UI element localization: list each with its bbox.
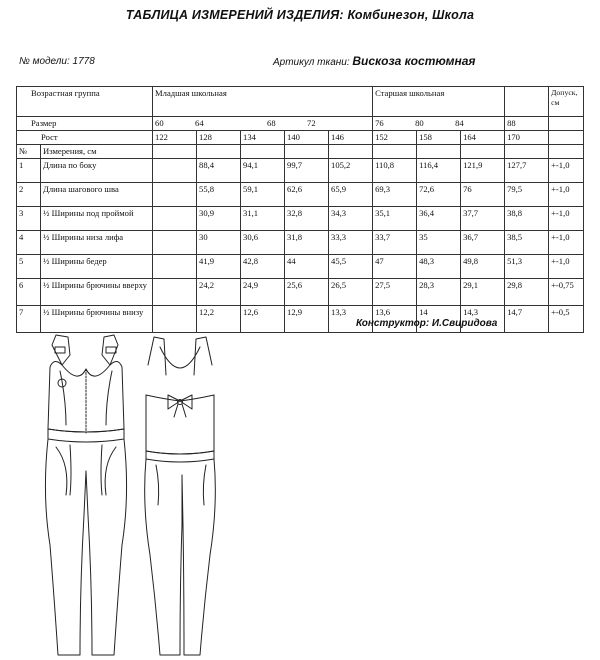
front-left-crease <box>70 445 71 495</box>
tolerance-cell: +-0,5 <box>549 306 584 333</box>
back-right-dart <box>203 465 206 505</box>
value-cell: 38,8 <box>505 207 549 231</box>
height-row <box>17 131 584 145</box>
value-cell: 99,7 <box>285 159 329 183</box>
designer-credit: Конструктор: И.Свиридова <box>356 318 498 329</box>
value-cell: 13,6 <box>373 306 417 333</box>
value-cell: 37,7 <box>461 207 505 231</box>
value-cell: 41,9 <box>197 255 241 279</box>
value-cell: 45,5 <box>329 255 373 279</box>
back-left-dart <box>156 465 159 505</box>
value-cell: 29,1 <box>461 279 505 306</box>
senior-school-group: Старшая школьная <box>373 87 505 117</box>
value-cell: 26,5 <box>329 279 373 306</box>
value-cell: 30,6 <box>241 231 285 255</box>
jumpsuit-back-icon <box>145 337 216 655</box>
value-cell: 30 <box>197 231 241 255</box>
back-v-neckline <box>160 347 200 368</box>
table-row <box>17 231 584 255</box>
fabric-article <box>273 54 475 68</box>
junior-school-group: Младшая школьная <box>153 87 373 117</box>
fabric-label: Артикул ткани: <box>273 57 350 68</box>
front-seam-right <box>106 371 112 425</box>
size-cell: 88 <box>505 117 549 131</box>
tolerance-cell: +-0,75 <box>549 279 584 306</box>
row-number: 5 <box>17 255 41 279</box>
row-number: 6 <box>17 279 41 306</box>
size-cell: 72 <box>307 118 316 128</box>
row-number: 3 <box>17 207 41 231</box>
row-measure: ½ Ширины брючины внизу <box>41 306 153 333</box>
row-measure: Длина по боку <box>41 159 153 183</box>
size-cell: 60 <box>155 118 164 128</box>
back-bodice <box>146 395 214 454</box>
row-number: 7 <box>17 306 41 333</box>
row-number: 4 <box>17 231 41 255</box>
size-cell: 68 <box>267 118 276 128</box>
row-measure: ½ Ширины под проймой <box>41 207 153 231</box>
value-cell: 12,9 <box>285 306 329 333</box>
bow-tails-icon <box>174 404 186 417</box>
value-cell: 55,8 <box>197 183 241 207</box>
height-label: Рост <box>17 131 153 145</box>
value-cell: 33,7 <box>373 231 417 255</box>
value-cell: 72,6 <box>417 183 461 207</box>
back-left-leg <box>145 459 182 655</box>
value-cell: 31,8 <box>285 231 329 255</box>
tolerance-cell: +-1,0 <box>549 255 584 279</box>
row-measure: Длина шагового шва <box>41 183 153 207</box>
value-cell: 24,2 <box>197 279 241 306</box>
value-cell: 51,3 <box>505 255 549 279</box>
height-cell: 152 <box>373 131 417 145</box>
tolerance-cell: +-1,0 <box>549 207 584 231</box>
value-cell: 44 <box>285 255 329 279</box>
value-cell: 31,1 <box>241 207 285 231</box>
value-cell: 33,3 <box>329 231 373 255</box>
right-buckle <box>106 347 116 353</box>
blank-cell <box>549 117 584 131</box>
value-cell: 76 <box>461 183 505 207</box>
value-cell: 24,9 <box>241 279 285 306</box>
value-cell: 59,1 <box>241 183 285 207</box>
bow-right-icon <box>180 395 192 409</box>
number-header: № <box>17 145 41 159</box>
tolerance-cell: +-1,0 <box>549 159 584 183</box>
fabric-value: Вискоза костюмная <box>352 54 476 68</box>
value-cell: 30,9 <box>197 207 241 231</box>
value-cell: 36,4 <box>417 207 461 231</box>
value-cell: 88,4 <box>197 159 241 183</box>
value-cell: 36,7 <box>461 231 505 255</box>
height-cell: 146 <box>329 131 373 145</box>
document-title: ТАБЛИЦА ИЗМЕРЕНИЙ ИЗДЕЛИЯ: Комбинезон, Школа <box>125 8 475 22</box>
value-cell: 48,3 <box>417 255 461 279</box>
size-cell: 76 <box>375 118 384 128</box>
value-cell: 94,1 <box>241 159 285 183</box>
value-cell: 47 <box>373 255 417 279</box>
size-cell: 84 <box>455 118 464 128</box>
size-cell: 64 <box>195 118 204 128</box>
size-label: Размер <box>17 117 153 131</box>
value-cell: 35 <box>417 231 461 255</box>
front-left-pocket <box>56 447 67 495</box>
blank-cell <box>505 87 549 117</box>
height-cell: 170 <box>505 131 549 145</box>
row-number: 2 <box>17 183 41 207</box>
value-cell: 27,5 <box>373 279 417 306</box>
value-cell: 79,5 <box>505 183 549 207</box>
value-cell: 14 <box>417 306 461 333</box>
left-buckle <box>55 347 65 353</box>
jumpsuit-technical-sketch <box>0 325 600 660</box>
height-cell: 122 <box>153 131 197 145</box>
senior-sizes <box>373 117 505 131</box>
value-cell: 62,6 <box>285 183 329 207</box>
front-right-crease <box>101 445 102 495</box>
table-row <box>17 159 584 183</box>
junior-sizes <box>153 117 373 131</box>
value-cell: 127,7 <box>505 159 549 183</box>
height-cell: 134 <box>241 131 285 145</box>
row-measure: ½ Ширины брючины вверху <box>41 279 153 306</box>
column-header-row <box>17 145 584 159</box>
value-cell: 69,3 <box>373 183 417 207</box>
age-group-row <box>17 87 584 117</box>
value-cell: 14,7 <box>505 306 549 333</box>
value-cell: 121,9 <box>461 159 505 183</box>
value-cell: 105,2 <box>329 159 373 183</box>
value-cell: 12,6 <box>241 306 285 333</box>
value-cell: 49,8 <box>461 255 505 279</box>
value-cell: 34,3 <box>329 207 373 231</box>
value-cell: 13,3 <box>329 306 373 333</box>
row-measure: ½ Ширины низа лифа <box>41 231 153 255</box>
back-right-strap <box>194 337 212 375</box>
measure-header: Измерения, см <box>41 145 153 159</box>
value-cell: 65,9 <box>329 183 373 207</box>
table-row <box>17 207 584 231</box>
back-waistband <box>146 451 214 462</box>
size-cell: 80 <box>415 118 424 128</box>
row-number: 1 <box>17 159 41 183</box>
value-cell: 42,8 <box>241 255 285 279</box>
back-left-strap <box>148 337 166 375</box>
blank-cell <box>549 131 584 145</box>
value-cell: 28,3 <box>417 279 461 306</box>
value-cell: 38,5 <box>505 231 549 255</box>
front-right-pocket <box>105 447 116 495</box>
value-cell: 110,8 <box>373 159 417 183</box>
value-cell: 35,1 <box>373 207 417 231</box>
tolerance-header: Допуск, см <box>549 87 584 117</box>
age-group-label: Возрастная группа <box>17 87 153 117</box>
value-cell: 116,4 <box>417 159 461 183</box>
height-cell: 128 <box>197 131 241 145</box>
height-cell: 164 <box>461 131 505 145</box>
height-cell: 158 <box>417 131 461 145</box>
measurement-table <box>16 86 584 333</box>
back-right-leg <box>182 459 215 655</box>
value-cell: 32,8 <box>285 207 329 231</box>
table-row <box>17 279 584 306</box>
table-row <box>17 255 584 279</box>
size-row <box>17 117 584 131</box>
row-measure: ½ Ширины бедер <box>41 255 153 279</box>
bow-left-icon <box>168 395 180 409</box>
value-cell: 29,8 <box>505 279 549 306</box>
jumpsuit-front-icon <box>45 335 126 655</box>
table-row <box>17 183 584 207</box>
value-cell: 25,6 <box>285 279 329 306</box>
height-cell: 140 <box>285 131 329 145</box>
model-number: № модели: 1778 <box>19 56 95 67</box>
value-cell: 14,3 <box>461 306 505 333</box>
tolerance-cell: +-1,0 <box>549 183 584 207</box>
tolerance-cell: +-1,0 <box>549 231 584 255</box>
value-cell: 12,2 <box>197 306 241 333</box>
